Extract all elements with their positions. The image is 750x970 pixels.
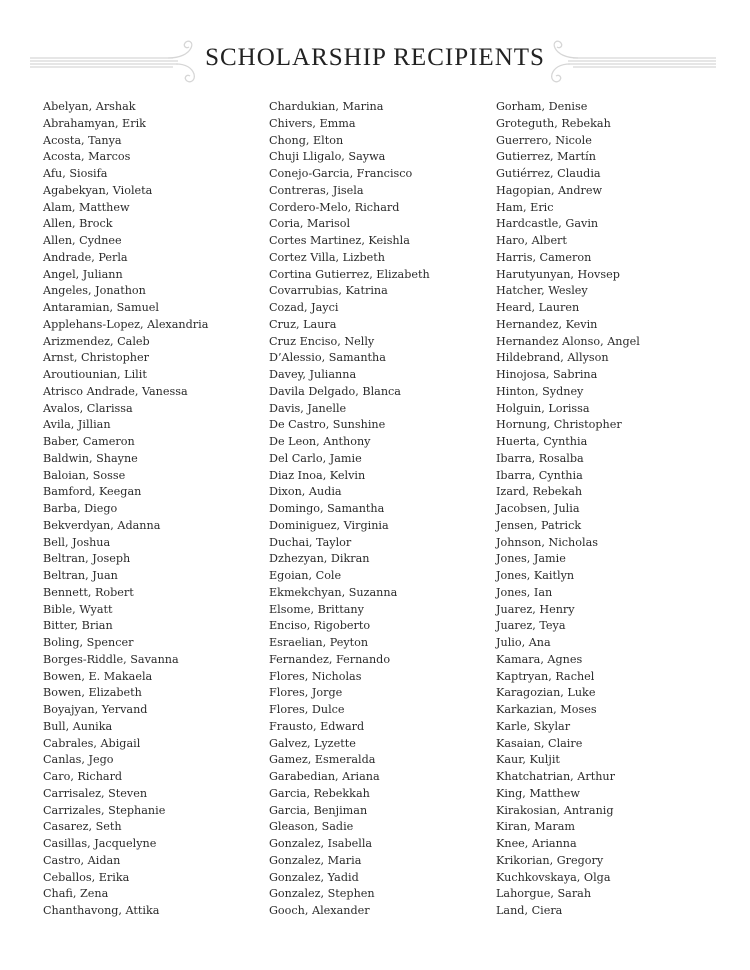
recipient-name: Garcia, Rebekkah: [269, 786, 370, 800]
recipient-name: Carrizales, Stephanie: [43, 803, 166, 817]
recipient-name: Cortez Villa, Lizbeth: [269, 250, 385, 264]
recipient-name: Hinton, Sydney: [496, 384, 584, 398]
recipient-name: Caro, Richard: [43, 770, 123, 783]
recipient-name: Guerrero, Nicole: [496, 133, 592, 147]
recipient-name: Del Carlo, Jamie: [269, 451, 362, 465]
recipient-name: Gonzalez, Maria: [269, 853, 362, 867]
recipient-name: Land, Ciera: [496, 904, 563, 917]
recipients-column-1: [43, 99, 208, 920]
recipient-name: Covarrubias, Katrina: [269, 284, 388, 298]
recipient-name: Flores, Nicholas: [269, 669, 362, 683]
recipient-name: Afu, Siosifa: [43, 167, 108, 180]
recipient-name: Davila Delgado, Blanca: [269, 384, 401, 398]
recipient-name: Ceballos, Erika: [43, 870, 130, 884]
recipient-name: Baber, Cameron: [43, 435, 135, 448]
recipient-name: Diaz Inoa, Kelvin: [269, 468, 366, 482]
recipient-name: Frausto, Edward: [269, 719, 365, 733]
recipient-name: Dzhezyan, Dikran: [269, 552, 370, 566]
recipient-name: Garabedian, Ariana: [269, 770, 380, 783]
recipient-name: Hinojosa, Sabrina: [496, 368, 598, 381]
recipient-name: Fernandez, Fernando: [269, 652, 391, 666]
recipient-name: Bull, Aunika: [43, 719, 113, 733]
recipient-name: Groteguth, Rebekah: [496, 116, 611, 130]
recipient-name: Egoian, Cole: [269, 569, 342, 582]
recipient-name: Cortina Gutierrez, Elizabeth: [269, 267, 430, 281]
recipient-name: Duchai, Taylor: [269, 535, 352, 549]
recipient-name: Ibarra, Cynthia: [496, 468, 583, 482]
recipient-name: Bell, Joshua: [43, 535, 111, 549]
recipient-name: Casarez, Seth: [43, 820, 122, 834]
recipient-name: Ekmekchyan, Suzanna: [269, 585, 398, 599]
recipient-name: Huerta, Cynthia: [496, 435, 588, 448]
recipient-name: Davey, Julianna: [269, 368, 357, 381]
recipient-name: Allen, Brock: [43, 217, 113, 231]
recipient-name: Haro, Albert: [496, 234, 567, 247]
recipient-name: Bekverdyan, Adanna: [43, 518, 161, 532]
recipient-name: Cordero-Melo, Richard: [269, 200, 400, 214]
recipient-name: Dixon, Audia: [269, 485, 342, 499]
recipient-name: Izard, Rebekah: [496, 485, 583, 499]
recipient-name: Coria, Marisol: [269, 217, 351, 231]
recipient-name: Arnst, Christopher: [43, 351, 149, 365]
recipient-name: Alam, Matthew: [43, 200, 130, 214]
recipient-name: Carrisalez, Steven: [43, 786, 148, 800]
recipient-name: Harutyunyan, Hovsep: [496, 267, 620, 281]
recipient-name: Aroutiounian, Lilit: [43, 368, 147, 381]
recipient-name: De Castro, Sunshine: [269, 418, 386, 432]
recipient-name: Kaur, Kuljit: [496, 753, 560, 767]
recipient-name: Allen, Cydnee: [43, 234, 122, 247]
right-flourish-ornament-icon: [538, 36, 718, 86]
recipient-name: Johnson, Nicholas: [496, 535, 598, 549]
recipient-name: Ham, Eric: [496, 200, 554, 214]
recipient-name: Jones, Kaitlyn: [496, 569, 575, 582]
recipient-name: Chardukian, Marina: [269, 100, 384, 113]
recipient-name: Avila, Jillian: [43, 418, 111, 432]
recipient-name: Jones, Jamie: [496, 552, 566, 566]
recipient-name: Juarez, Henry: [496, 602, 575, 616]
recipient-name: Jacobsen, Julia: [496, 502, 580, 515]
recipient-name: Knee, Arianna: [496, 837, 577, 850]
recipient-name: Jensen, Patrick: [496, 518, 582, 532]
recipient-name: Cozad, Jayci: [269, 301, 339, 314]
recipient-name: Hildebrand, Allyson: [496, 351, 609, 365]
recipient-name: Hernandez, Kevin: [496, 317, 598, 331]
recipient-name: Enciso, Rigoberto: [269, 619, 371, 633]
recipient-name: Casillas, Jacquelyne: [43, 837, 157, 850]
recipient-name: Gooch, Alexander: [269, 904, 370, 917]
recipient-name: Hatcher, Wesley: [496, 284, 588, 298]
recipient-name: Hagopian, Andrew: [496, 183, 603, 197]
recipient-name: Gonzalez, Yadid: [269, 870, 359, 884]
recipient-name: Borges-Riddle, Savanna: [43, 652, 179, 666]
recipient-name: Cabrales, Abigail: [43, 736, 141, 750]
recipient-name: Bitter, Brian: [43, 619, 113, 633]
recipient-name: Harris, Cameron: [496, 250, 592, 264]
recipient-name: Ibarra, Rosalba: [496, 451, 584, 465]
recipient-name: Angel, Juliann: [43, 267, 123, 281]
recipient-name: Gutiérrez, Claudia: [496, 167, 601, 180]
recipient-name: Bennett, Robert: [43, 585, 134, 599]
recipient-name: Flores, Dulce: [269, 703, 345, 716]
recipient-name: Castro, Aidan: [43, 853, 121, 867]
recipient-name: Chafi, Zena: [43, 887, 109, 901]
recipient-name: Bowen, Elizabeth: [43, 686, 142, 700]
recipient-name: Kuchkovskaya, Olga: [496, 870, 611, 884]
recipient-name: Applehans-Lopez, Alexandria: [43, 317, 209, 331]
recipient-name: Hornung, Christopher: [496, 418, 622, 432]
recipient-name: Heard, Lauren: [496, 301, 580, 314]
recipient-name: Lahorgue, Sarah: [496, 887, 592, 901]
recipient-name: Chong, Elton: [269, 133, 344, 147]
recipient-name: Davis, Janelle: [269, 401, 347, 415]
recipient-name: Canlas, Jego: [43, 753, 114, 767]
recipient-name: Atrisco Andrade, Vanessa: [43, 384, 188, 398]
recipient-name: Angeles, Jonathon: [43, 284, 146, 298]
recipient-name: Gonzalez, Stephen: [269, 887, 375, 901]
recipient-name: Beltran, Joseph: [43, 552, 131, 566]
recipient-name: Gutierrez, Martín: [496, 150, 596, 164]
recipient-name: Chanthavong, Attika: [43, 904, 160, 917]
recipient-name: Chivers, Emma: [269, 116, 356, 130]
recipient-name: Baldwin, Shayne: [43, 451, 138, 465]
recipient-name: Galvez, Lyzette: [269, 736, 356, 750]
recipient-name: Kaptryan, Rachel: [496, 669, 595, 683]
recipient-name: Kirakosian, Antranig: [496, 803, 614, 817]
recipient-name: Hernandez Alonso, Angel: [496, 334, 640, 348]
recipient-name: Kasaian, Claire: [496, 736, 583, 750]
recipient-name: Garcia, Benjiman: [269, 803, 368, 817]
recipient-name: Beltran, Juan: [43, 569, 118, 582]
recipient-name: Gamez, Esmeralda: [269, 753, 376, 767]
recipient-name: Elsome, Brittany: [269, 602, 364, 616]
recipient-name: Holguin, Lorissa: [496, 401, 590, 415]
recipient-name: Julio, Ana: [496, 636, 551, 649]
recipient-name: Abelyan, Arshak: [43, 100, 136, 113]
recipient-name: Karkazian, Moses: [496, 703, 597, 716]
recipient-name: Kamara, Agnes: [496, 652, 583, 666]
recipient-name: Juarez, Teya: [496, 619, 566, 633]
recipient-name: Dominiguez, Virginia: [269, 518, 389, 532]
recipient-name: Andrade, Perla: [43, 250, 128, 264]
recipient-name: King, Matthew: [496, 786, 580, 800]
recipient-name: Avalos, Clarissa: [43, 401, 133, 415]
recipient-name: D’Alessio, Samantha: [269, 351, 386, 365]
recipient-name: Barba, Diego: [43, 502, 118, 515]
page-title: SCHOLARSHIP RECIPIENTS: [205, 44, 545, 71]
recipient-name: Antaramian, Samuel: [43, 301, 159, 314]
recipient-name: Agabekyan, Violeta: [43, 183, 153, 197]
recipient-name: Contreras, Jisela: [269, 183, 364, 197]
recipient-name: Acosta, Marcos: [43, 150, 131, 164]
recipient-name: De Leon, Anthony: [269, 435, 371, 448]
recipient-name: Karle, Skylar: [496, 719, 571, 733]
recipient-name: Jones, Ian: [496, 585, 553, 599]
recipient-name: Domingo, Samantha: [269, 502, 385, 515]
recipient-name: Acosta, Tanya: [43, 133, 122, 147]
recipient-name: Bamford, Keegan: [43, 485, 142, 499]
recipient-name: Hardcastle, Gavin: [496, 217, 599, 231]
recipient-name: Chuji Lligalo, Saywa: [269, 150, 386, 164]
recipient-name: Cortes Martinez, Keishla: [269, 234, 410, 247]
recipient-name: Bible, Wyatt: [43, 602, 113, 616]
recipient-name: Flores, Jorge: [269, 686, 343, 700]
recipient-name: Conejo-Garcia, Francisco: [269, 167, 413, 180]
recipients-column-3: [496, 99, 640, 920]
recipient-name: Cruz Enciso, Nelly: [269, 334, 375, 348]
recipient-name: Arizmendez, Caleb: [43, 334, 150, 348]
recipient-name: Bowen, E. Makaela: [43, 669, 153, 683]
recipient-name: Baloian, Sosse: [43, 468, 126, 482]
recipient-name: Karagozian, Luke: [496, 686, 596, 700]
recipients-column-2: [269, 99, 430, 920]
recipient-name: Boyajyan, Yervand: [43, 703, 148, 716]
recipient-name: Abrahamyan, Erik: [43, 116, 146, 130]
page-header: [0, 36, 750, 86]
recipient-name: Gorham, Denise: [496, 100, 588, 113]
recipient-name: Gleason, Sadie: [269, 820, 354, 834]
recipient-name: Krikorian, Gregory: [496, 853, 604, 867]
recipient-name: Cruz, Laura: [269, 317, 337, 331]
recipient-name: Khatchatrian, Arthur: [496, 770, 615, 783]
recipient-name: Esraelian, Peyton: [269, 636, 369, 649]
recipient-name: Gonzalez, Isabella: [269, 837, 373, 850]
recipient-name: Boling, Spencer: [43, 636, 134, 649]
recipient-name: Kiran, Maram: [496, 820, 576, 834]
